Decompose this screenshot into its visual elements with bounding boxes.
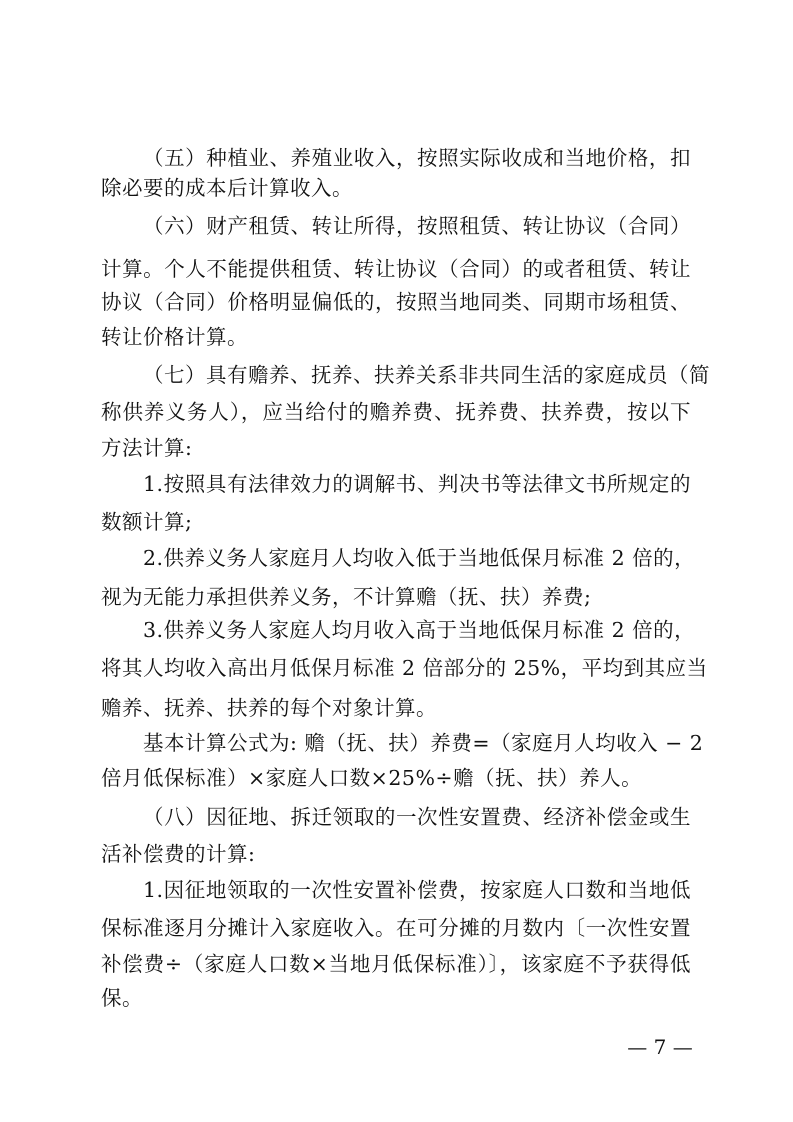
paragraph-line: 计算。个人不能提供租赁、转让协议（合同）的或者租赁、转让: [101, 257, 691, 281]
paragraph-line: 将其人均收入高出月低保月标准 2 倍部分的 25%，平均到其应当: [101, 656, 708, 680]
paragraph-line: 除必要的成本后计算收入。: [101, 176, 353, 200]
paragraph-line: 视为无能力承担供养义务，不计算赡（抚、扶）养费;: [101, 585, 592, 609]
paragraph-line: 倍月低保标准）×家庭人口数×25%÷赡（抚、扶）养人。: [101, 766, 643, 790]
paragraph-line: （八）因征地、拆迁领取的一次性安置费、经济补偿金或生: [143, 805, 691, 829]
paragraph-line: （七）具有赡养、抚养、扶养关系非共同生活的家庭成员（简: [143, 363, 710, 387]
paragraph-line: （五）种植业、养殖业收入，按照实际收成和当地价格，扣: [143, 146, 691, 170]
paragraph-line: 保标准逐月分摊计入家庭收入。在可分摊的月数内〔一次性安置: [101, 916, 691, 940]
paragraph-line: 赡养、抚养、扶养的每个对象计算。: [101, 696, 437, 720]
paragraph-line: 补偿费÷（家庭人口数×当地月低保标准）〕，该家庭不予获得低: [101, 952, 691, 976]
paragraph-line: 3.供养义务人家庭人均月收入高于当地低保月标准 2 倍的，: [143, 618, 696, 642]
page-number: — 7 —: [627, 1035, 693, 1059]
paragraph-line: 方法计算:: [101, 436, 193, 460]
paragraph-line: （六）财产租赁、转让所得，按照租赁、转让协议（合同）: [143, 214, 691, 238]
paragraph-line: 数额计算;: [101, 510, 193, 534]
paragraph-line: 1.因征地领取的一次性安置补偿费，按家庭人口数和当地低: [143, 878, 691, 902]
paragraph-line: 保。: [101, 986, 143, 1010]
paragraph-line: 转让价格计算。: [101, 325, 248, 349]
paragraph-line: 协议（合同）价格明显偏低的，按照当地同类、同期市场租赁、: [101, 290, 691, 314]
paragraph-line: 1.按照具有法律效力的调解书、判决书等法律文书所规定的: [143, 472, 691, 496]
paragraph-line: 称供养义务人），应当给付的赡养费、抚养费、扶养费，按以下: [101, 400, 691, 424]
paragraph-line: 基本计算公式为: 赡（抚、扶）养费=（家庭月人均收入 − 2: [143, 731, 704, 755]
paragraph-line: 活补偿费的计算:: [101, 842, 256, 866]
paragraph-line: 2.供养义务人家庭月人均收入低于当地低保月标准 2 倍的，: [143, 546, 696, 570]
